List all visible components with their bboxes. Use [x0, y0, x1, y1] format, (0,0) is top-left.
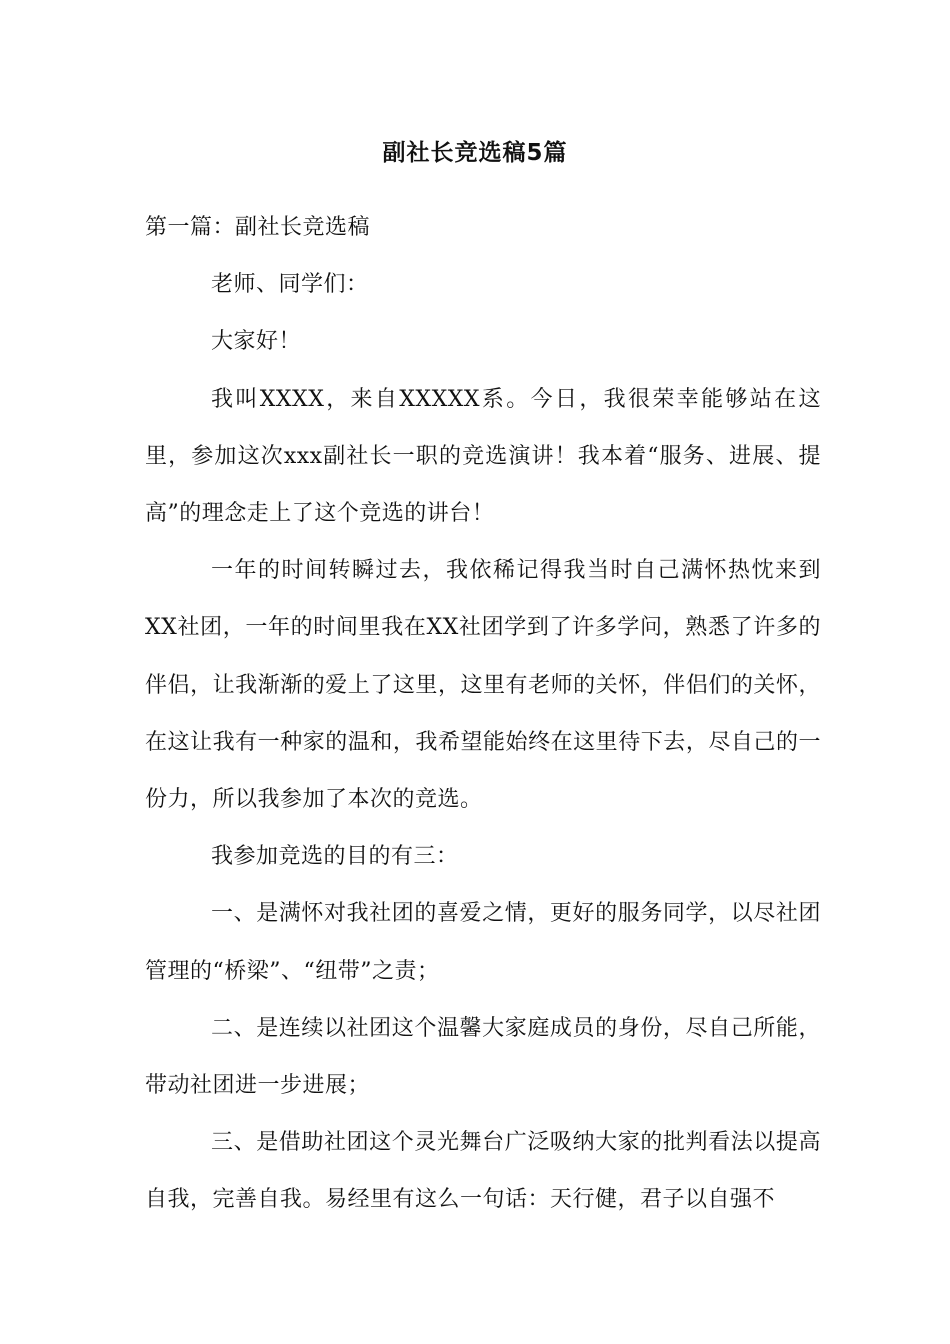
paragraph-greeting: 老师、同学们： [211, 272, 369, 298]
paragraph-motivation: 一年的时间转瞬过去，我依稀记得我当时自己满怀热忱来到XX社团，一年的时间里我在XX社团学到了许多学问，熟悉了许多的伴侣，让我渐渐的爱上了这里，这里有老师的关怀，伴侣们的关怀，在这让我有一种家的温和，我希望能始终在这里待下去，尽自己的一份力，所以我参加了本次的竞选。 [145, 558, 821, 813]
paragraph-purpose-one: 一、是满怀对我社团的喜爱之情，更好的服务同学，以尽社团管理的“桥梁”、“纽带”之责； [145, 901, 821, 984]
paragraph-hello: 大家好！ [211, 329, 302, 355]
document-body [145, 199, 821, 1229]
paragraph-purpose-intro: 我参加竞选的目的有三： [211, 844, 459, 870]
document-title: 副社长竞选稿5篇 [382, 140, 568, 166]
paragraph-purpose-two: 二、是连续以社团这个温馨大家庭成员的身份，尽自己所能，带动社团进一步进展； [145, 1015, 821, 1099]
paragraph-introduction: 我叫XXXX，来自XXXXX系。今日，我很荣幸能够站在这里，参加这次xxx副社长一职的竞选演讲！我本着“服务、进展、提高”的理念走上了这个竞选的讲台！ [145, 386, 821, 527]
paragraph-purpose-three: 三、是借助社团这个灵光舞台广泛吸纳大家的批判看法以提高自我，完善自我。易经里有这么一句话：天行健，君子以自强不 [145, 1130, 821, 1213]
section-heading: 第一篇：副社长竞选稿 [145, 215, 371, 240]
